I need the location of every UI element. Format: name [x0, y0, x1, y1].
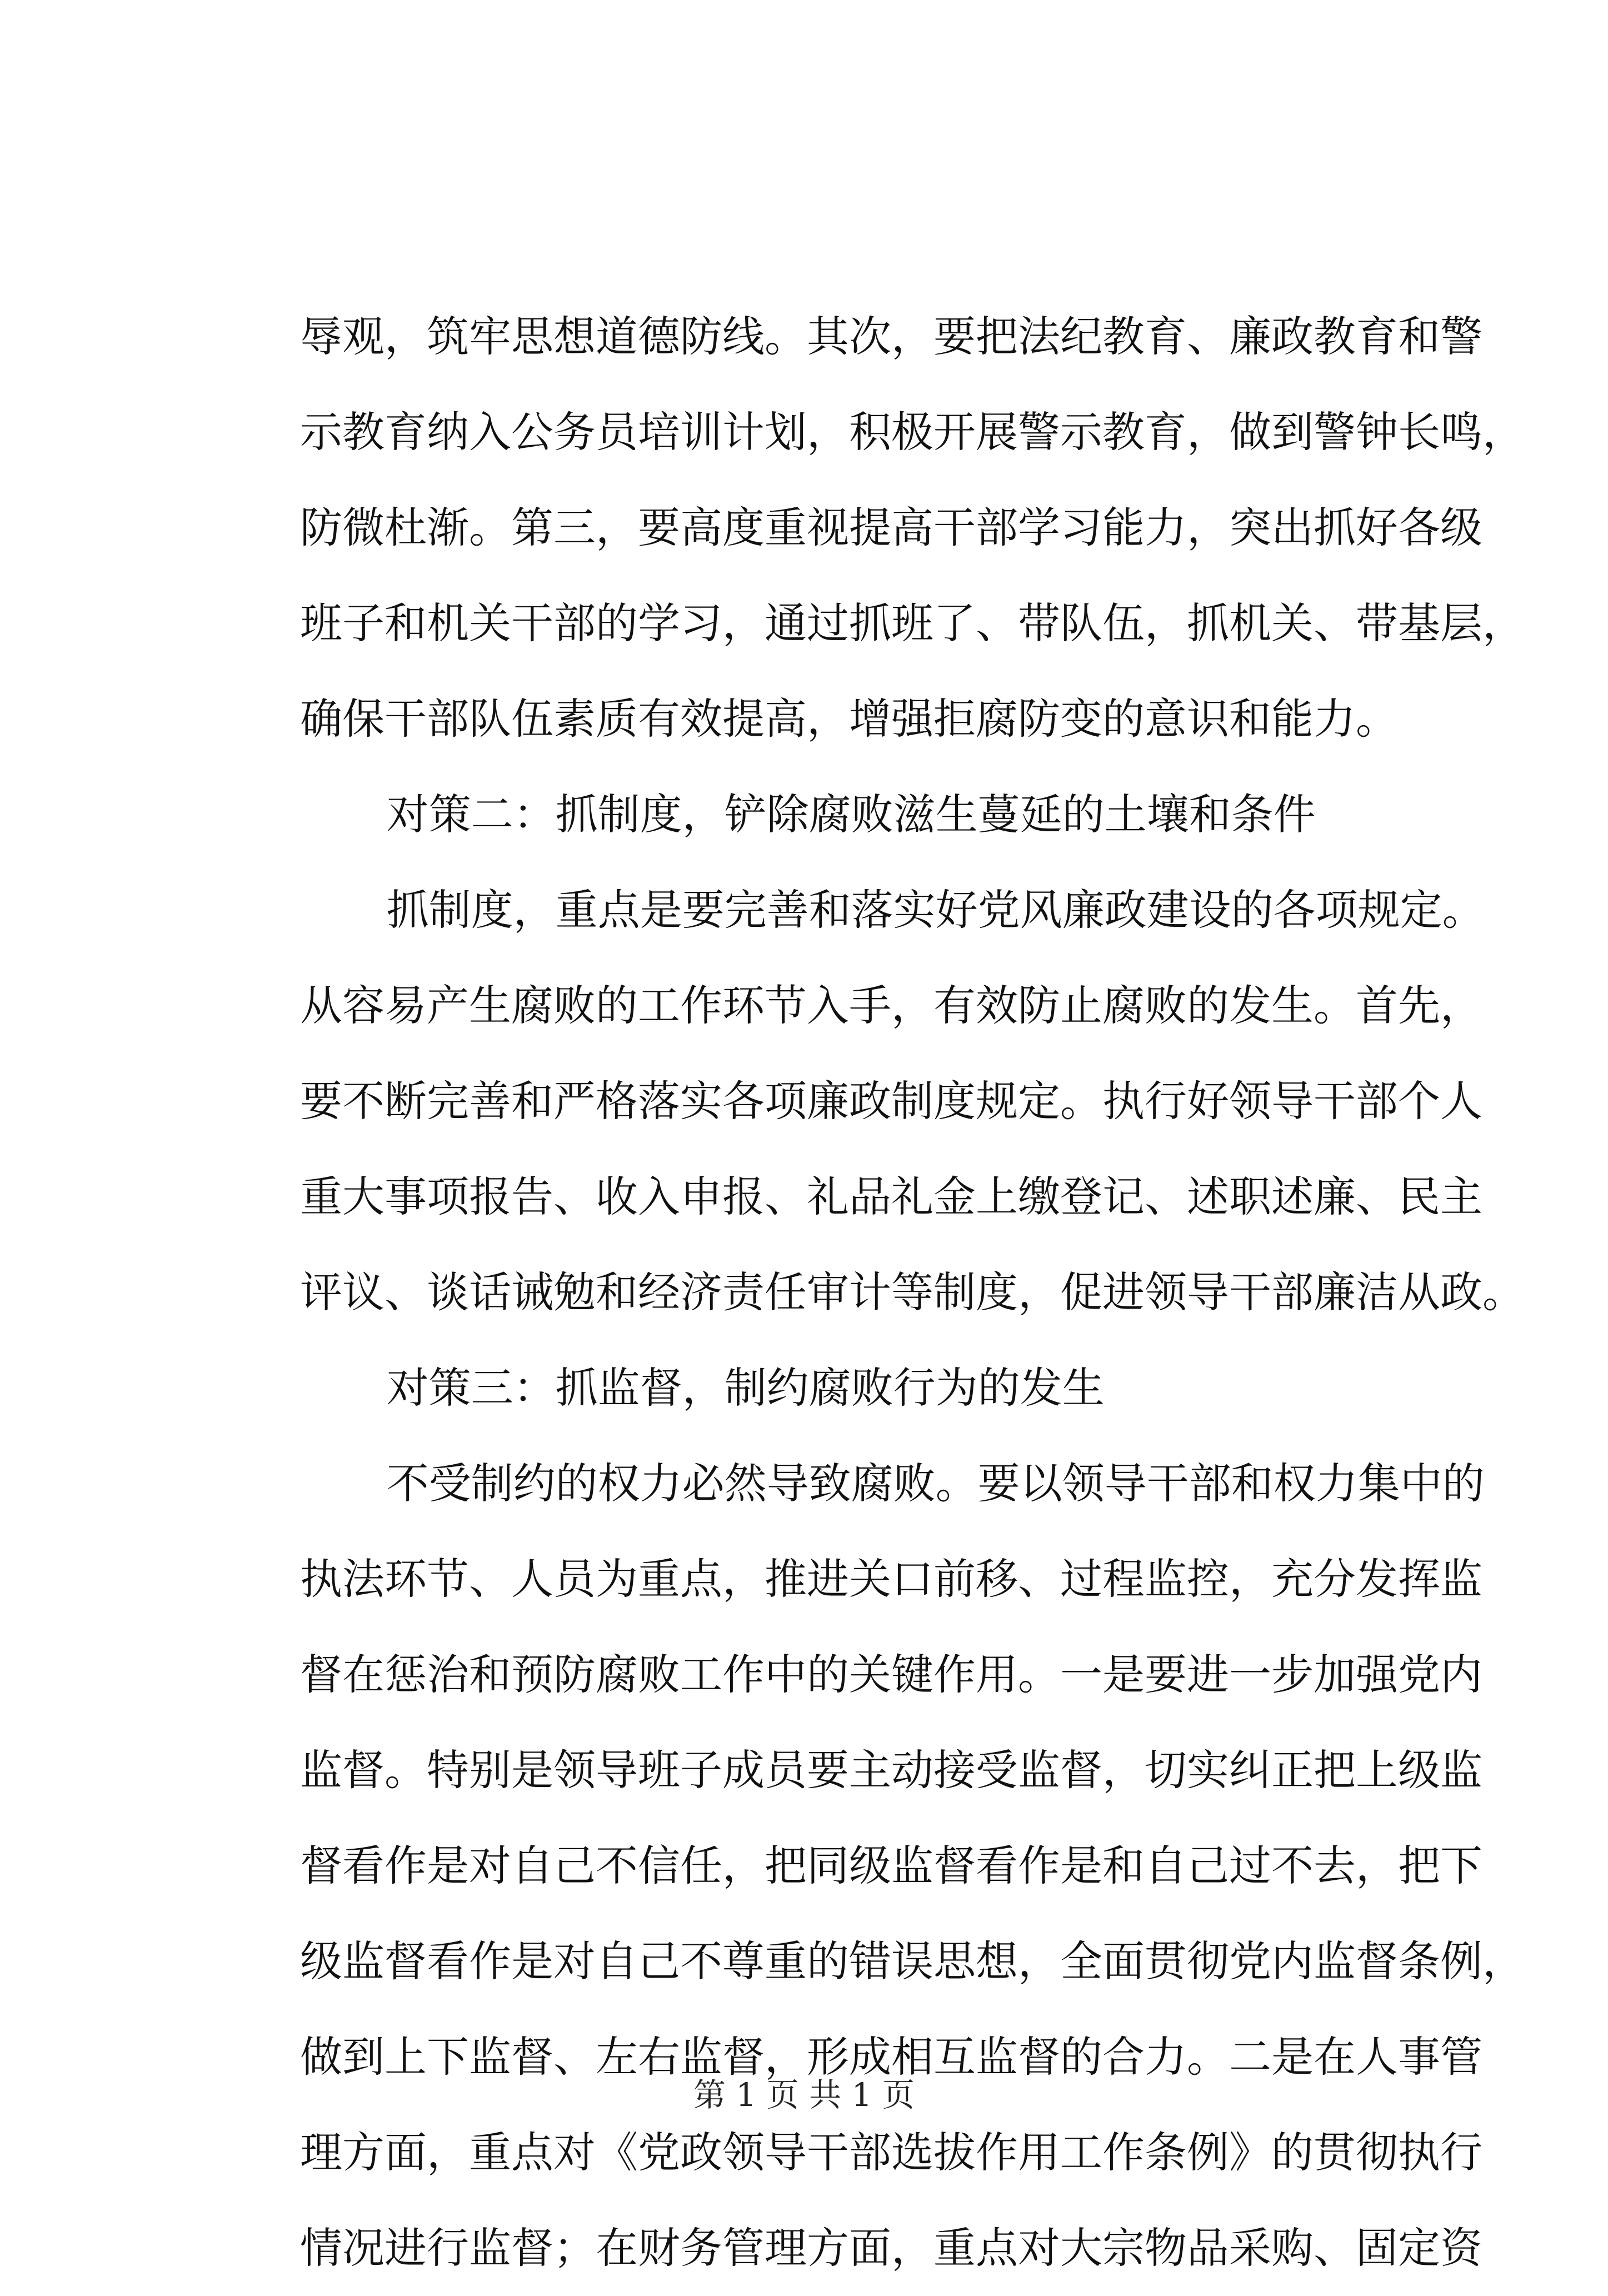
text-line: 督看作是对自己不信任，把同级监督看作是和自己过不去，把下 — [300, 1841, 1482, 1890]
text-line: 执法环节、人员为重点，推进关口前移、过程监控，充分发挥监 — [300, 1554, 1482, 1604]
text-line: 监督。特别是领导班子成员要主动接受监督，切实纠正把上级监 — [300, 1745, 1482, 1795]
text-line: 做到上下监督、左右监督，形成相互监督的合力。二是在人事管 — [300, 2032, 1482, 2082]
section-heading: 对策三：抓监督，制约腐败行为的发生 — [386, 1363, 1105, 1412]
text-line: 评议、谈话诫勉和经济责任审计等制度，促进领导干部廉洁从政。 — [300, 1267, 1525, 1317]
paragraph-first-line: 抓制度，重点是要完善和落实好党风廉政建设的各项规定。 — [386, 885, 1485, 935]
text-line: 情况进行监督；在财务管理方面，重点对大宗物品采购、固定资 — [300, 2223, 1482, 2273]
document-body — [300, 289, 1525, 2296]
text-line: 从容易产生腐败的工作环节入手，有效防止腐败的发生。首先， — [300, 981, 1482, 1030]
section-heading: 对策二：抓制度，铲除腐败滋生蔓延的土壤和条件 — [386, 790, 1316, 839]
text-line: 要不断完善和严格落实各项廉政制度规定。执行好领导干部个人 — [300, 1076, 1482, 1126]
text-line: 班子和机关干部的学习，通过抓班了、带队伍，抓机关、带基层， — [300, 598, 1525, 648]
text-line: 示教育纳入公务员培训计划，积极开展警示教育，做到警钟长鸣， — [300, 407, 1525, 457]
text-line: 防微杜渐。第三，要高度重视提高干部学习能力，突出抓好各级 — [300, 503, 1482, 552]
text-line: 督在惩治和预防腐败工作中的关键作用。一是要进一步加强党内 — [300, 1650, 1482, 1699]
text-line: 级监督看作是对自己不尊重的错误思想，全面贯彻党内监督条例， — [300, 1936, 1525, 1986]
paragraph-first-line: 不受制约的权力必然导致腐败。要以领导干部和权力集中的 — [386, 1459, 1485, 1508]
page-footer: 第 1 页 共 1 页 — [693, 2076, 915, 2114]
text-line: 重大事项报告、收入申报、礼品礼金上缴登记、述职述廉、民主 — [300, 1172, 1482, 1221]
text-line: 确保干部队伍素质有效提高，增强拒腐防变的意识和能力。 — [300, 694, 1398, 743]
text-line: 辱观，筑牢思想道德防线。其次，要把法纪教育、廉政教育和警 — [300, 312, 1482, 361]
text-line: 理方面，重点对《党政领导干部选拔作用工作条例》的贯彻执行 — [300, 2128, 1482, 2177]
